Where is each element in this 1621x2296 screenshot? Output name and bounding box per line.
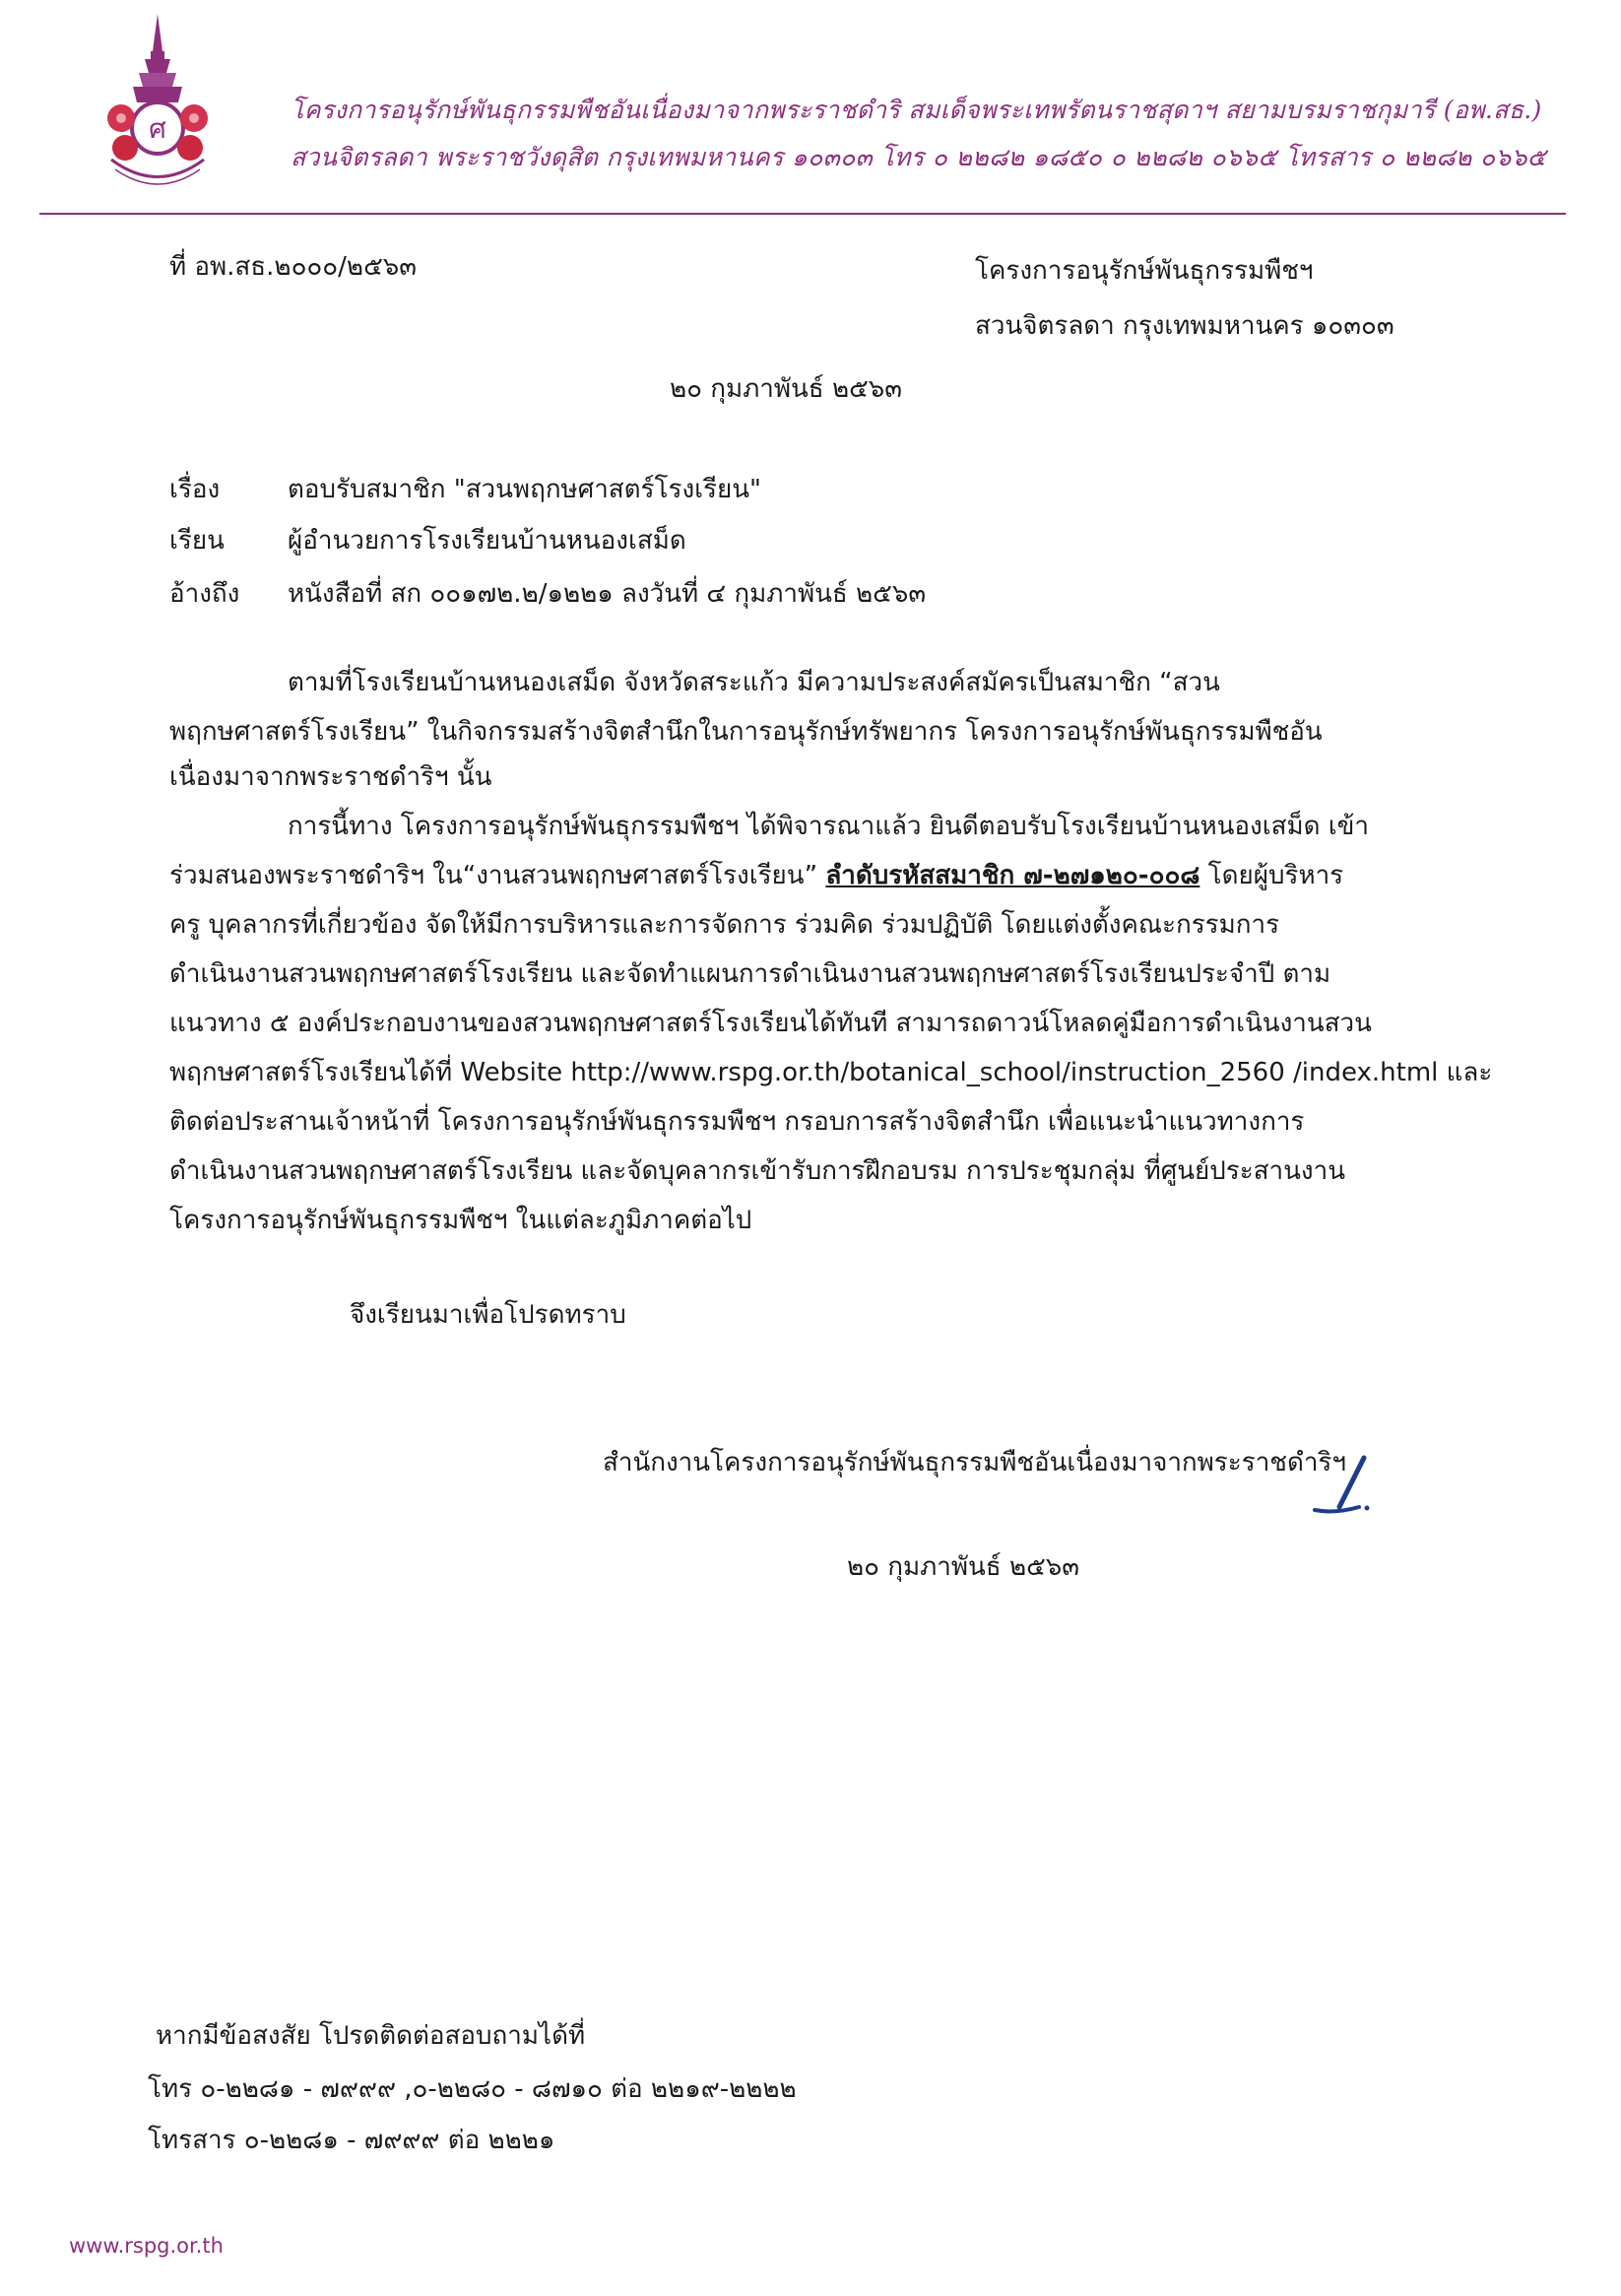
signature-mark-icon (1310, 1453, 1379, 1522)
paragraph-2-line: ดำเนินงานสวนพฤกษศาสตร์โรงเรียน และจัดบุคลากรเข้ารับการฝึกอบรม การประชุมกลุ่ม ที่ศูนย์ประสานงาน (169, 1156, 1345, 1186)
letterhead-divider (39, 213, 1566, 215)
member-code: ลำดับรหัสสมาชิก ๗-๒๗๑๒๐-๐๐๘ (825, 861, 1200, 890)
reference-number: ที่ อพ.สธ.๒๐๐๐/๒๕๖๓ (169, 252, 418, 282)
reference-label: อ้างถึง (169, 579, 240, 609)
royal-emblem-icon (94, 12, 222, 194)
contact-fax: โทรสาร ๐-๒๒๘๑ - ๗๙๙๙ ต่อ ๒๒๒๑ (148, 2126, 555, 2155)
footer-website: www.rspg.or.th (69, 2234, 224, 2258)
closing-text: จึงเรียนมาเพื่อโปรดทราบ (350, 1300, 626, 1330)
recipient-label: เรียน (169, 526, 225, 556)
reference-text: หนังสือที่ สก ๐๐๑๗๒.๒/๑๒๒๑ ลงวันที่ ๔ กุมภาพันธ์ ๒๕๖๓ (288, 579, 927, 609)
sender-line-2: สวนจิตรลดา กรุงเทพมหานคร ๑๐๓๐๓ (975, 311, 1394, 341)
letterhead-address: สวนจิตรลดา พระราชวังดุสิต กรุงเทพมหานคร ๑๐๓๐๓ โทร ๐ ๒๒๘๒ ๑๘๕๐ ๐ ๒๒๘๒ ๐๖๖๕ โทรสาร ๐ ๒๒๘๒ ๐๖๖๕ (291, 143, 1546, 171)
paragraph-2-line: ติดต่อประสานเจ้าหน้าที่ โครงการอนุรักษ์พันธุกรรมพืชฯ กรอบการสร้างจิตสำนึก เพื่อแนะนำแนวทางการ (169, 1107, 1305, 1137)
contact-phone: โทร ๐-๒๒๘๑ - ๗๙๙๙ ,๐-๒๒๘๐ - ๘๗๑๐ ต่อ ๒๒๑๙-๒๒๒๒ (148, 2074, 797, 2104)
signature-office: สำนักงานโครงการอนุรักษ์พันธุกรรมพืชอันเนื่องมาจากพระราชดำริฯ (603, 1448, 1346, 1477)
paragraph-2-line: การนี้ทาง โครงการอนุรักษ์พันธุกรรมพืชฯ ได้พิจารณาแล้ว ยินดีตอบรับโรงเรียนบ้านหนองเสม็ด เข้า (288, 812, 1370, 841)
letterhead-title: โครงการอนุรักษ์พันธุกรรมพืชอันเนื่องมาจากพระราชดำริ สมเด็จพระเทพรัตนราชสุดาฯ สยามบรมราชกุมารี (อพ.สธ.) (291, 96, 1542, 124)
paragraph-1-line: ตามที่โรงเรียนบ้านหนองเสม็ด จังหวัดสระแก้ว มีความประสงค์สมัครเป็นสมาชิก “สวน (288, 668, 1220, 697)
subject-text: ตอบรับสมาชิก "สวนพฤกษศาสตร์โรงเรียน" (288, 475, 761, 504)
signature-date: ๒๐ กุมภาพันธ์ ๒๕๖๓ (847, 1552, 1080, 1582)
sender-line-1: โครงการอนุรักษ์พันธุกรรมพืชฯ (975, 256, 1314, 286)
contact-intro: หากมีข้อสงสัย โปรดติดต่อสอบถามได้ที่ (156, 2021, 586, 2051)
letter-date: ๒๐ กุมภาพันธ์ ๒๕๖๓ (670, 374, 903, 404)
paragraph-2-line: ดำเนินงานสวนพฤกษศาสตร์โรงเรียน และจัดทำแผนการดำเนินงานสวนพฤกษศาสตร์โรงเรียนประจำปี ตาม (169, 959, 1331, 989)
paragraph-2-segment: โดยผู้บริหาร (1207, 861, 1344, 890)
paragraph-2-segment: ร่วมสนองพระราชดำริฯ ใน“งานสวนพฤกษศาสตร์โรงเรียน” (169, 861, 818, 890)
paragraph-2-line: พฤกษศาสตร์โรงเรียนได้ที่ Website http://www.rspg.or.th/botanical_school/instruction_2560 /index.html และ (169, 1058, 1493, 1087)
paragraph-2-line: ครู บุคลากรที่เกี่ยวข้อง จัดให้มีการบริหารและการจัดการ ร่วมคิด ร่วมปฏิบัติ โดยแต่งตั้งคณะกรรมการ (169, 910, 1280, 940)
paragraph-1-line: เนื่องมาจากพระราชดำริฯ นั้น (169, 762, 492, 792)
subject-label: เรื่อง (169, 475, 221, 504)
paragraph-2-line (169, 863, 1343, 888)
paragraph-2-line: แนวทาง ๕ องค์ประกอบงานของสวนพฤกษศาสตร์โรงเรียนได้ทันที สามารถดาวน์โหลดคู่มือการดำเนินงานสวน (169, 1009, 1372, 1038)
paragraph-1-line: พฤกษศาสตร์โรงเรียน” ในกิจกรรมสร้างจิตสำนึกในการอนุรักษ์ทรัพยากร โครงการอนุรักษ์พันธุกรรมพืชอัน (169, 717, 1323, 747)
recipient-text: ผู้อำนวยการโรงเรียนบ้านหนองเสม็ด (288, 526, 686, 556)
svg-text:ศ: ศ (149, 112, 166, 145)
paragraph-2-line: โครงการอนุรักษ์พันธุกรรมพืชฯ ในแต่ละภูมิภาคต่อไป (169, 1206, 752, 1235)
